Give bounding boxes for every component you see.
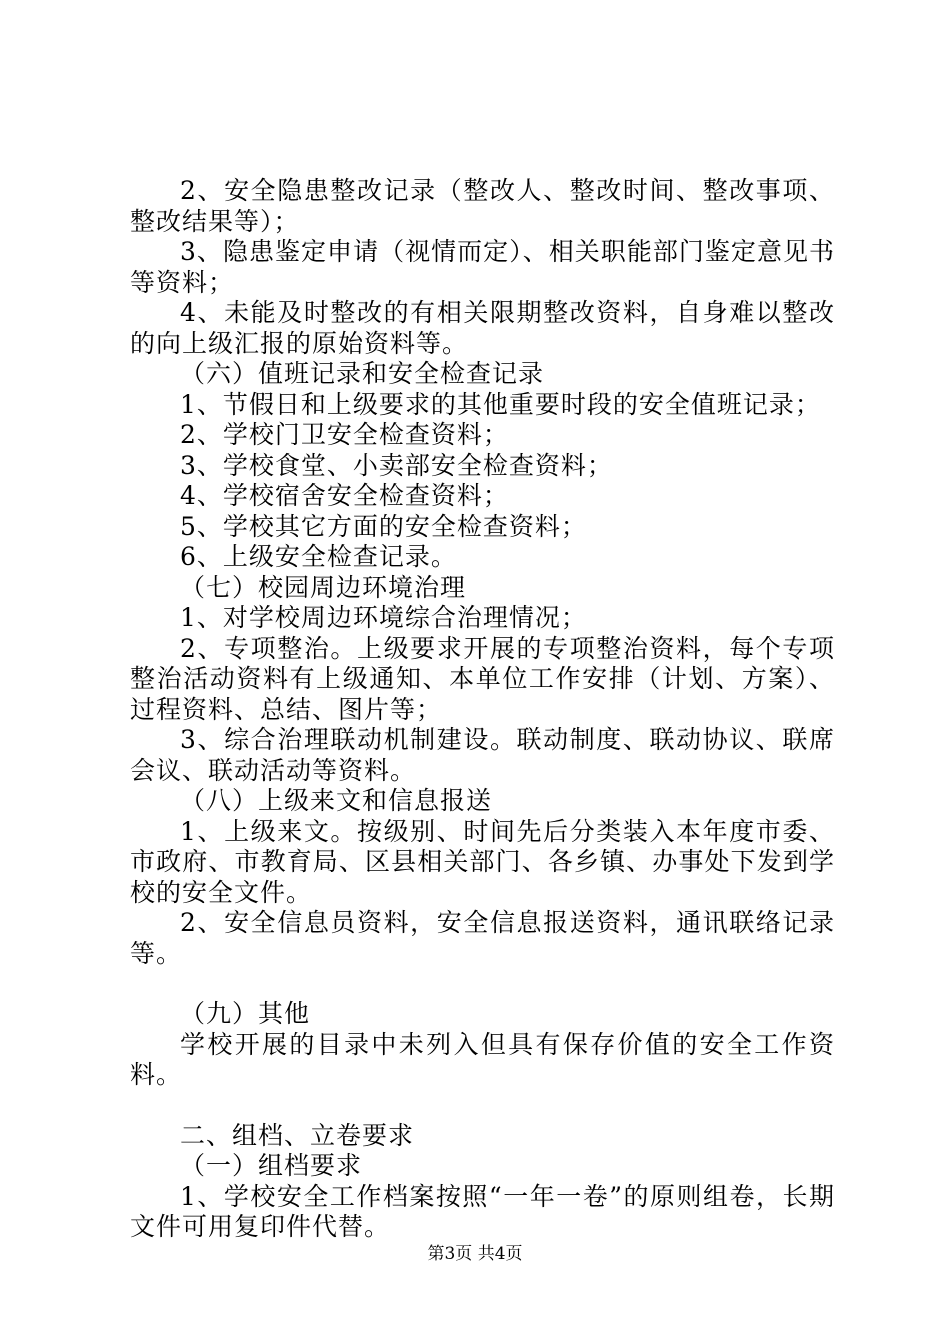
section-heading: （一）组档要求 [180, 1151, 363, 1180]
chapter-heading: 二、组档、立卷要求 [180, 1120, 415, 1150]
paragraph: 3、综合治理联动机制建设。联动制度、联动协议、联席会议、联动活动等资料。 [130, 725, 835, 785]
paragraph: 学校开展的目录中未列入但具有保存价值的安全工作资料。 [130, 1029, 835, 1089]
section-heading: （六）值班记录和安全检查记录 [180, 359, 545, 388]
paragraph: 4、学校宿舍安全检查资料； [180, 481, 509, 510]
paragraph: 1、学校安全工作档案按照“一年一卷”的原则组卷，长期文件可用复印件代替。 [130, 1181, 835, 1241]
paragraph: 2、学校门卫安全检查资料； [180, 420, 509, 449]
paragraph: 1、上级来文。按级别、时间先后分类装入本年度市委、市政府、市教育局、区县相关部门、各乡镇、办事处下发到学校的安全文件。 [130, 816, 835, 907]
document-body [130, 176, 835, 1243]
blank-line [130, 1091, 835, 1121]
paragraph: 6、上级安全检查记录。 [180, 542, 457, 571]
paragraph: 1、节假日和上级要求的其他重要时段的安全值班记录； [180, 389, 821, 419]
page-footer: 第3页 共4页 [427, 1244, 523, 1264]
blank-line [130, 969, 835, 999]
paragraph: 4、未能及时整改的有相关限期整改资料，自身难以整改的向上级汇报的原始资料等。 [130, 298, 835, 358]
paragraph: 1、对学校周边环境综合治理情况； [180, 603, 587, 632]
paragraph: 3、学校食堂、小卖部安全检查资料； [180, 450, 613, 480]
section-heading: （八）上级来文和信息报送 [180, 786, 493, 815]
paragraph: 2、专项整治。上级要求开展的专项整治资料，每个专项整治活动资料有上级通知、本单位工作安排（计划、方案）、过程资料、总结、图片等； [130, 633, 835, 724]
paragraph: 2、安全信息员资料，安全信息报送资料，通讯联络记录等。 [130, 908, 835, 968]
section-heading: （七）校园周边环境治理 [180, 572, 467, 602]
paragraph: 2、安全隐患整改记录（整改人、整改时间、整改事项、整改结果等）； [130, 176, 835, 236]
paragraph: 3、隐患鉴定申请（视情而定）、相关职能部门鉴定意见书等资料； [130, 237, 835, 297]
section-heading: （九）其他 [180, 999, 311, 1028]
paragraph: 5、学校其它方面的安全检查资料； [180, 511, 587, 541]
